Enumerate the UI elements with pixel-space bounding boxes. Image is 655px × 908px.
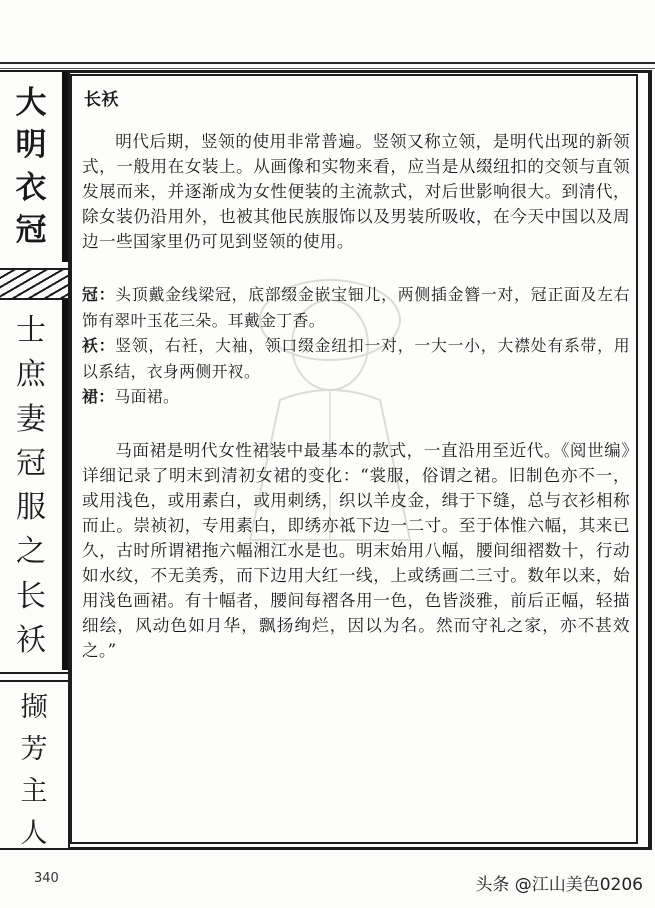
- skirt-paragraph: 马面裙是明代女性裙装中最基本的款式，一直沿用至近代。《阅世编》详细记录了明末到清初女裙的变化：“裳服，俗谓之裙。旧制色亦不一，或用浅色，或用素白，或用刺绣，织以羊皮金，缉于下缝，总与衣衫相称而止。崇祯初，专用素白，即绣亦祗下边一二寸。至于体惟六幅，其来已久，古时所谓裙拖六幅湘江水是也。明末始用八幅，腰间细褶数十，行动如水纹，不无美秀，而下边用大红一线，上或绣画二三寸。数年以来，始用浅色画裙。有十幅者，腰间每褶各用一色，色皆淡雅，前后正幅，轻描细绘，风动色如月华，飘扬绚烂，因以为名。然而守礼之家，亦不甚效之。”: [82, 440, 630, 660]
- chapter-char: 长: [16, 578, 46, 614]
- chapter-char: 冠: [16, 445, 46, 481]
- intro-paragraph: 明代后期，竖领的使用非常普遍。竖领又称立领，是明代出现的新领式，一般用在女装上。从画像和实物来看，应当是从缀纽扣的交领与直领发展而来，并逐渐成为女性便装的主流款式，对后世影响很大。到清代，除女装仍沿用外，也被其他民族服饰以及男装所吸收，在今天中国以及周边一些国家里仍可见到竖领的使用。: [82, 132, 630, 251]
- spec-label: 冠：: [82, 285, 116, 304]
- page-number: 340: [34, 871, 59, 886]
- spec-text: 头顶戴金线梁冠，底部缀金嵌宝钿儿，两侧插金簪一对，冠正面及左右饰有翠叶玉花三朵。耳戴金丁香。: [82, 285, 630, 330]
- spec-item-crown: [82, 282, 630, 333]
- chapter-char: 之: [16, 534, 46, 570]
- spec-item-skirt: [82, 384, 630, 410]
- book-title-vertical: [0, 72, 68, 262]
- chapter-char: 庶: [16, 357, 46, 393]
- watermark: 头条 @江山美色0206: [475, 875, 643, 895]
- sidebar: [0, 72, 70, 848]
- spec-text: 竖领，右衽，大袖，领口缀金纽扣一对，一大一小，大襟处有系带，用以系结，衣身两侧开衩。: [82, 336, 630, 381]
- spec-label: 袄：: [82, 336, 116, 355]
- book-title-char: 大: [15, 84, 47, 121]
- author-vertical: [0, 680, 68, 860]
- spec-text: 马面裙。: [114, 387, 180, 406]
- author-char: 撷: [20, 691, 48, 723]
- book-title-char: 明: [15, 127, 47, 164]
- spec-item-jacket: [82, 333, 630, 384]
- chapter-title-vertical: [0, 300, 68, 670]
- chapter-char: 服: [16, 490, 46, 526]
- top-rule: [0, 62, 655, 64]
- spec-label: 裙：: [82, 387, 115, 406]
- top-rule-thin: [0, 68, 655, 69]
- section-title: 长袄: [84, 90, 119, 110]
- author-char: 主: [20, 775, 48, 807]
- book-title-char: 冠: [15, 212, 47, 249]
- chapter-char: 士: [16, 313, 46, 348]
- sidebar-diagonal-band: [0, 268, 68, 300]
- book-title-char: 衣: [15, 169, 47, 206]
- author-char: 人: [20, 817, 48, 849]
- chapter-char: 妻: [16, 401, 46, 437]
- chapter-char: 袄: [16, 622, 46, 658]
- article-body: [82, 88, 630, 663]
- author-char: 芳: [20, 733, 48, 765]
